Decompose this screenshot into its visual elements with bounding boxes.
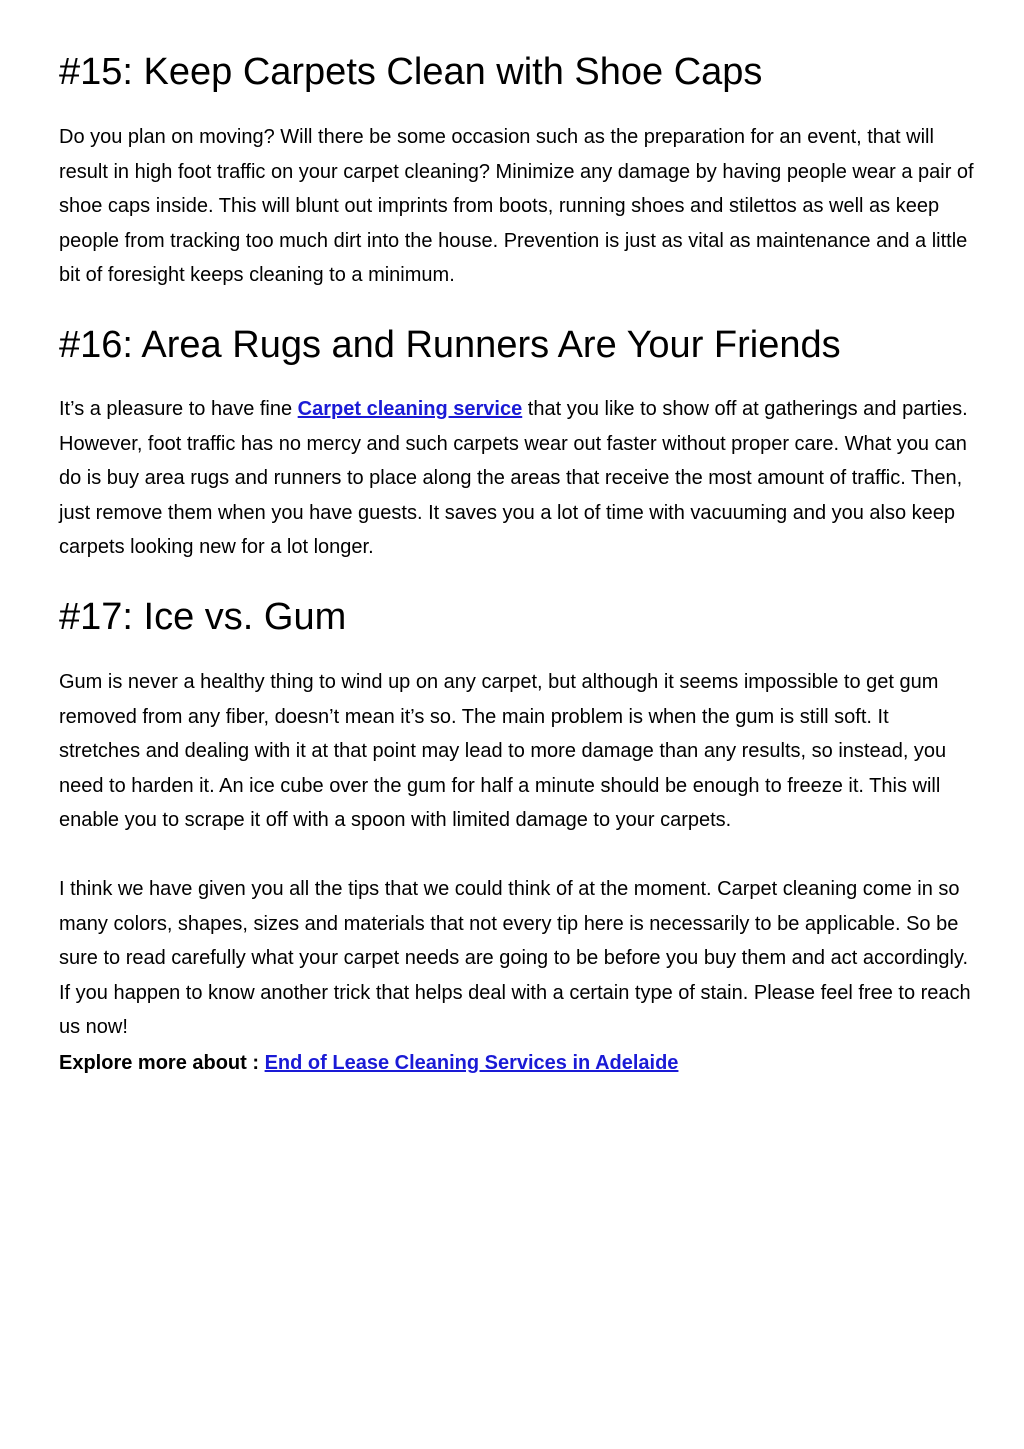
carpet-cleaning-service-link[interactable]: Carpet cleaning service: [297, 398, 523, 420]
heading-ice-vs-gum: #17: Ice vs. Gum: [59, 596, 347, 638]
explore-more-label: Explore more about :: [59, 1052, 265, 1074]
paragraph-ice-vs-gum: Gum is never a healthy thing to wind up on any carpet, but although it seems impossible to get gum removed from any fiber, doesn’t mean it’s so. The main problem is when the gum is still soft. It stretches and dealing with it at that point may lead to more damage than any results, so instead, you need to harden it. An ice cube over the gum for half a minute should be enough to freeze it. This will enable you to scrape it off with a spoon with limited damage to your carpets.: [59, 671, 947, 832]
paragraph-area-rugs-start: It’s a pleasure to have fine: [59, 398, 298, 420]
paragraph-area-rugs-end: that you like to show off at gatherings and parties. However, foot traffic has no mercy and such carpets wear out faster without proper care. What you can do is buy area rugs and runners to place along the areas that receive the most amount of traffic. Then, just remove them when you have guests. It saves you a lot of time with vacuuming and you also keep carpets looking new for a lot longer.: [59, 398, 968, 559]
paragraph-area-rugs: [59, 392, 974, 565]
paragraph-closing: I think we have given you all the tips that we could think of at the moment. Carpet cleaning come in so many colors, shapes, sizes and materials that not every tip here is necessarily to be applicable. So be sure to read carefully what your carpet needs are going to be before you buy them and act accordingly. If you happen to know another trick that helps deal with a certain type of stain. Please feel free to reach us now!: [59, 878, 971, 1039]
explore-more-line: [59, 1046, 974, 1081]
heading-shoe-caps: #15: Keep Carpets Clean with Shoe Caps: [59, 51, 763, 93]
paragraph-shoe-caps: Do you plan on moving? Will there be some occasion such as the preparation for an event, that will result in high foot traffic on your carpet cleaning? Minimize any damage by having people wear a pair of shoe caps inside. This will blunt out imprints from boots, running shoes and stilettos as well as keep people from tracking too much dirt into the house. Prevention is just as vital as maintenance and a little bit of foresight keeps cleaning to a minimum.: [59, 126, 974, 287]
end-of-lease-cleaning-link[interactable]: End of Lease Cleaning Services in Adelaide: [264, 1052, 679, 1074]
heading-area-rugs: #16: Area Rugs and Runners Are Your Friends: [59, 324, 841, 366]
